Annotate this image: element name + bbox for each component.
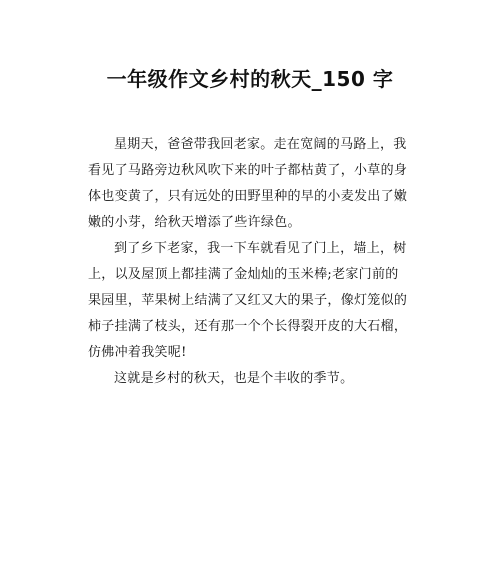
- paragraph-3: [88, 366, 414, 392]
- paragraph-line: 到了乡下老家，我一下车就看见了门上，墙上，树: [114, 241, 407, 256]
- paragraph-line: 果园里，苹果树上结满了又红又大的果子，像灯笼似的: [88, 293, 408, 308]
- document-title: 一年级作文乡村的秋天_150 字: [106, 67, 394, 91]
- paragraph-line: 星期天，爸爸带我回老家。走在宽阔的马路上，我: [114, 137, 407, 152]
- paragraph-line: 仿佛冲着我笑呢!: [88, 345, 187, 360]
- paragraph-2: [88, 236, 414, 366]
- paragraph-line: 体也变黄了，只有远处的田野里种的早的小麦发出了嫩: [88, 189, 408, 204]
- paragraph-line: 嫩的小芽，给秋天增添了些许绿色。: [88, 215, 301, 230]
- paragraph-line: 上，以及屋顶上都挂满了金灿灿的玉米棒;老家门前的: [88, 267, 399, 282]
- paragraph-1: [88, 132, 414, 236]
- paragraph-line: 这就是乡村的秋天，也是个丰收的季节。: [114, 371, 354, 386]
- paragraph-line: 看见了马路旁边秋风吹下来的叶子都枯黄了，小草的身: [88, 163, 408, 178]
- paragraph-line: 柿子挂满了枝头，还有那一个个长得裂开皮的大石榴，: [88, 319, 408, 334]
- article-body: [88, 132, 414, 392]
